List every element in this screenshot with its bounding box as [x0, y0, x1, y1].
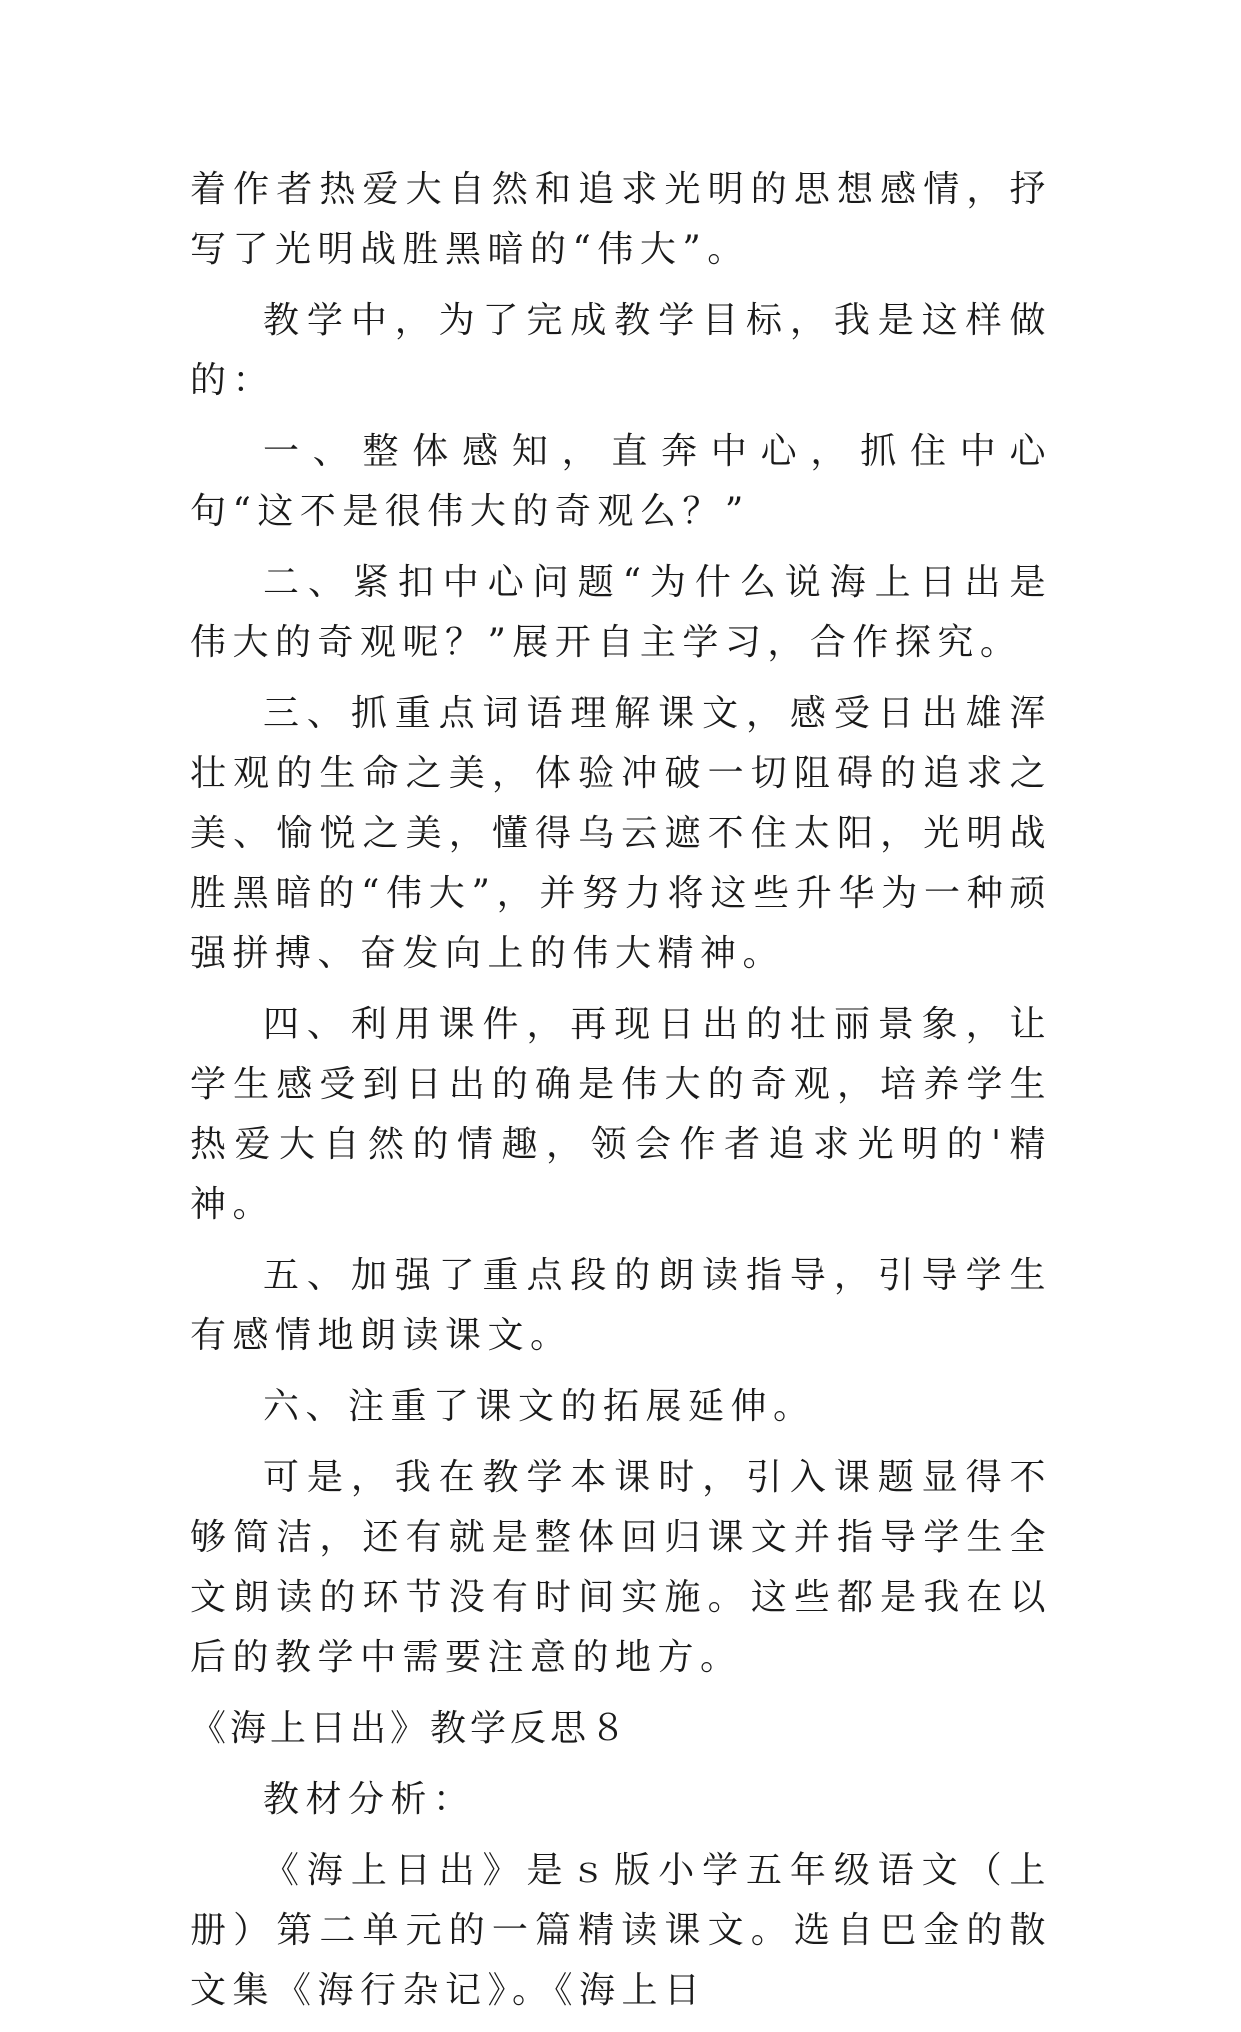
paragraph-continued: 着作者热爱大自然和追求光明的思想感情，抒写了光明战胜黑暗的“伟大”。: [190, 169, 1052, 270]
section-heading: 《海上日出》教学反思８: [190, 1708, 631, 1749]
paragraph-step-5: 五、加强了重点段的朗读指导，引导学生有感情地朗读课文。: [190, 1255, 1052, 1356]
paragraph-reflection: 可是，我在教学本课时，引入课题显得不够简洁，还有就是整体回归课文并指导学生全文朗读的环节没有时间实施。这些都是我在以后的教学中需要注意的地方。: [190, 1457, 1052, 1678]
paragraph-step-6: 六、注重了课文的拓展延伸。: [263, 1386, 816, 1427]
paragraph-teaching-intro: 教学中，为了完成教学目标，我是这样做的：: [190, 300, 1052, 401]
paragraph-step-2: 二、紧扣中心问题“为什么说海上日出是伟大的奇观呢？”展开自主学习，合作探究。: [190, 562, 1052, 663]
document-body: [190, 160, 1052, 2032]
paragraph-material-analysis-label: 教材分析：: [263, 1779, 476, 1820]
paragraph-step-3: 三、抓重点词语理解课文，感受日出雄浑壮观的生命之美，体验冲破一切阻碍的追求之美、愉悦之美，懂得乌云遮不住太阳，光明战胜黑暗的“伟大”，并努力将这些升华为一种顽强拼搏、奋发向上的伟大精神。: [190, 693, 1052, 974]
paragraph-material-analysis: 《海上日出》是ｓ版小学五年级语文（上册）第二单元的一篇精读课文。选自巴金的散文集《海行杂记》。《海上日: [190, 1850, 1052, 2011]
paragraph-step-1: 一、整体感知，直奔中心，抓住中心句“这不是很伟大的奇观么？”: [190, 431, 1052, 532]
paragraph-step-4: 四、利用课件，再现日出的壮丽景象，让学生感受到日出的确是伟大的奇观，培养学生热爱大自然的情趣，领会作者追求光明的'精神。: [190, 1004, 1052, 1225]
